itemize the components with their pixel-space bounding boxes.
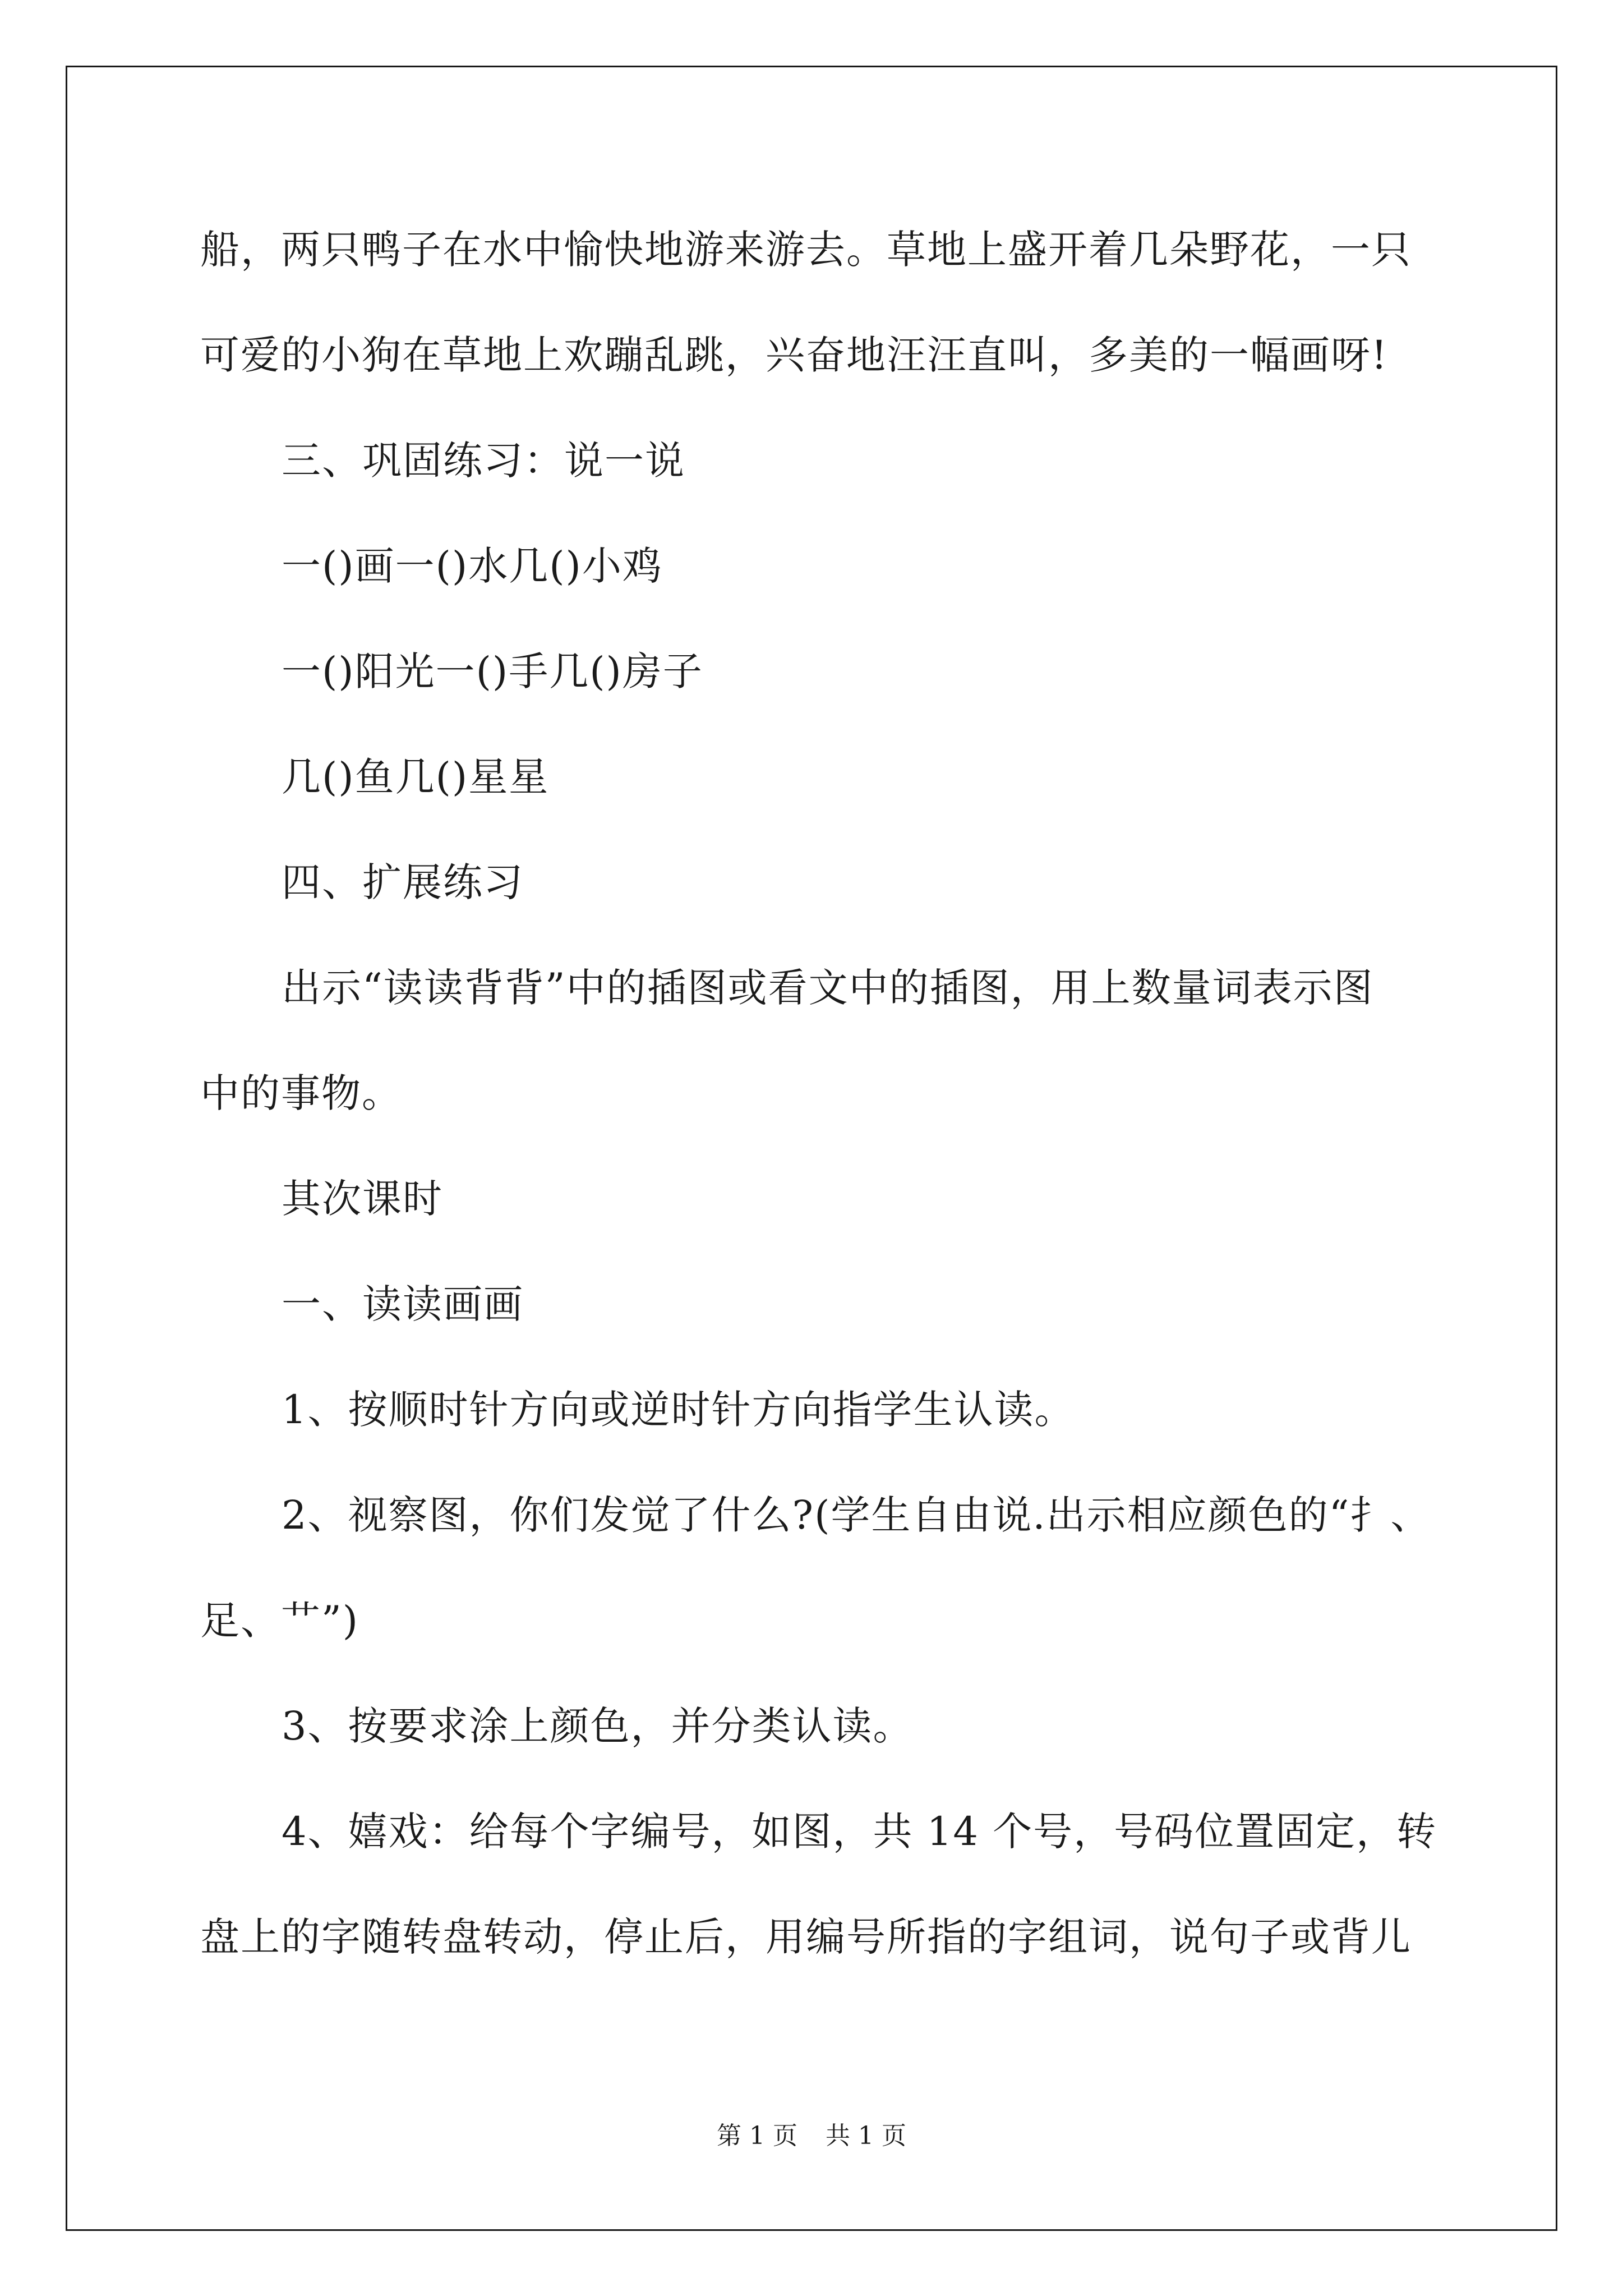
section-heading: 四、扩展练习 (282, 859, 524, 905)
paragraph-line: 4、嬉戏：给每个字编号，如图，共 14 个号，号码位置固定，转 (282, 1809, 1437, 1855)
page-total: 共 1 页 (826, 2122, 906, 2150)
paragraph-line: 2、视察图，你们发觉了什么?(学生自由说.出示相应颜色的“扌、 (282, 1492, 1431, 1538)
section-heading: 一、读读画画 (282, 1281, 524, 1327)
paragraph-line: 中的事物。 (200, 1070, 402, 1116)
paragraph-line: 可爱的小狗在草地上欢蹦乱跳，兴奋地汪汪直叫，多美的一幅画呀! (200, 332, 1389, 378)
paragraph-line: 足、艹”) (200, 1598, 359, 1644)
paragraph-line: 出示“读读背背”中的插图或看文中的插图，用上数量词表示图 (282, 965, 1374, 1011)
exercise-line: 一()阳光一()手几()房子 (282, 648, 703, 694)
section-heading: 其次课时 (282, 1176, 443, 1222)
exercise-line: 几()鱼几()星星 (282, 754, 550, 800)
paragraph-line: 盘上的字随转盘转动，停止后，用编号所指的字组词，说句子或背儿 (200, 1914, 1412, 1960)
exercise-line: 一()画一()水几()小鸡 (282, 543, 663, 589)
page-border (66, 66, 1557, 2231)
section-heading: 三、巩固练习：说一说 (282, 438, 685, 484)
page-footer (0, 2120, 1623, 2152)
page-number: 第 1 页 (717, 2122, 797, 2150)
paragraph-line: 3、按要求涂上颜色，并分类认读。 (282, 1703, 914, 1749)
paragraph-line: 船，两只鸭子在水中愉快地游来游去。草地上盛开着几朵野花，一只 (200, 227, 1412, 273)
paragraph-line: 1、按顺时针方向或逆时针方向指学生认读。 (282, 1387, 1075, 1433)
